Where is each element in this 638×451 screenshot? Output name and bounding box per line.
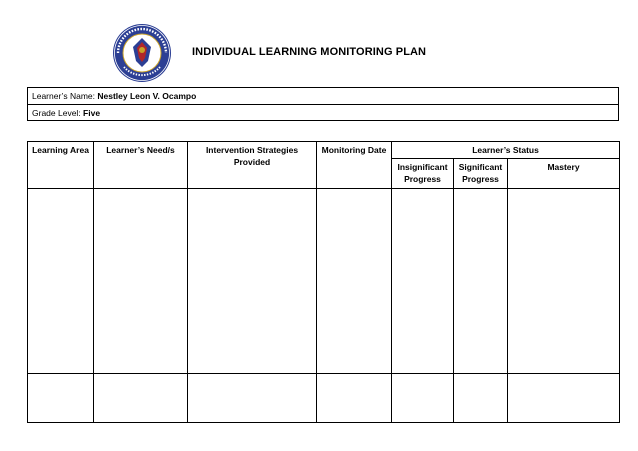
cell-monitoring-date[interactable] bbox=[317, 374, 392, 423]
cell-interventions[interactable] bbox=[188, 374, 317, 423]
learner-name-label: Learner’s Name: bbox=[32, 91, 95, 101]
learner-name-row bbox=[28, 88, 618, 104]
monitoring-plan-table bbox=[27, 141, 620, 423]
grade-level-label: Grade Level: bbox=[32, 108, 81, 118]
cell-learners-needs[interactable] bbox=[94, 189, 188, 374]
cell-learners-needs[interactable] bbox=[94, 374, 188, 423]
header-learning-area: Learning Area bbox=[28, 142, 94, 189]
header-significant-progress: Significant Progress bbox=[454, 159, 508, 189]
cell-learning-area[interactable] bbox=[28, 189, 94, 374]
header-learners-needs: Learner’s Need/s bbox=[94, 142, 188, 189]
page-title: INDIVIDUAL LEARNING MONITORING PLAN bbox=[192, 46, 427, 58]
learner-name-value: Nestley Leon V. Ocampo bbox=[97, 91, 197, 101]
header-monitoring-date: Monitoring Date bbox=[317, 142, 392, 189]
cell-interventions[interactable] bbox=[188, 189, 317, 374]
cell-insignificant-progress[interactable] bbox=[392, 189, 454, 374]
cell-significant-progress[interactable] bbox=[454, 189, 508, 374]
cell-significant-progress[interactable] bbox=[454, 374, 508, 423]
table-row bbox=[28, 189, 620, 374]
deped-seal-logo bbox=[112, 23, 172, 83]
learner-info-box bbox=[27, 87, 619, 121]
cell-monitoring-date[interactable] bbox=[317, 189, 392, 374]
cell-learning-area[interactable] bbox=[28, 374, 94, 423]
cell-mastery[interactable] bbox=[508, 374, 620, 423]
grade-level-value: Five bbox=[83, 108, 101, 118]
grade-level-row bbox=[28, 104, 618, 120]
header-insignificant-progress: Insignificant Progress bbox=[392, 159, 454, 189]
table-header-row bbox=[28, 142, 620, 159]
header-intervention-strategies: Intervention Strategies Provided bbox=[188, 142, 317, 189]
cell-mastery[interactable] bbox=[508, 189, 620, 374]
header-mastery: Mastery bbox=[508, 159, 620, 189]
cell-insignificant-progress[interactable] bbox=[392, 374, 454, 423]
table-row bbox=[28, 374, 620, 423]
header-learners-status: Learner’s Status bbox=[392, 142, 620, 159]
